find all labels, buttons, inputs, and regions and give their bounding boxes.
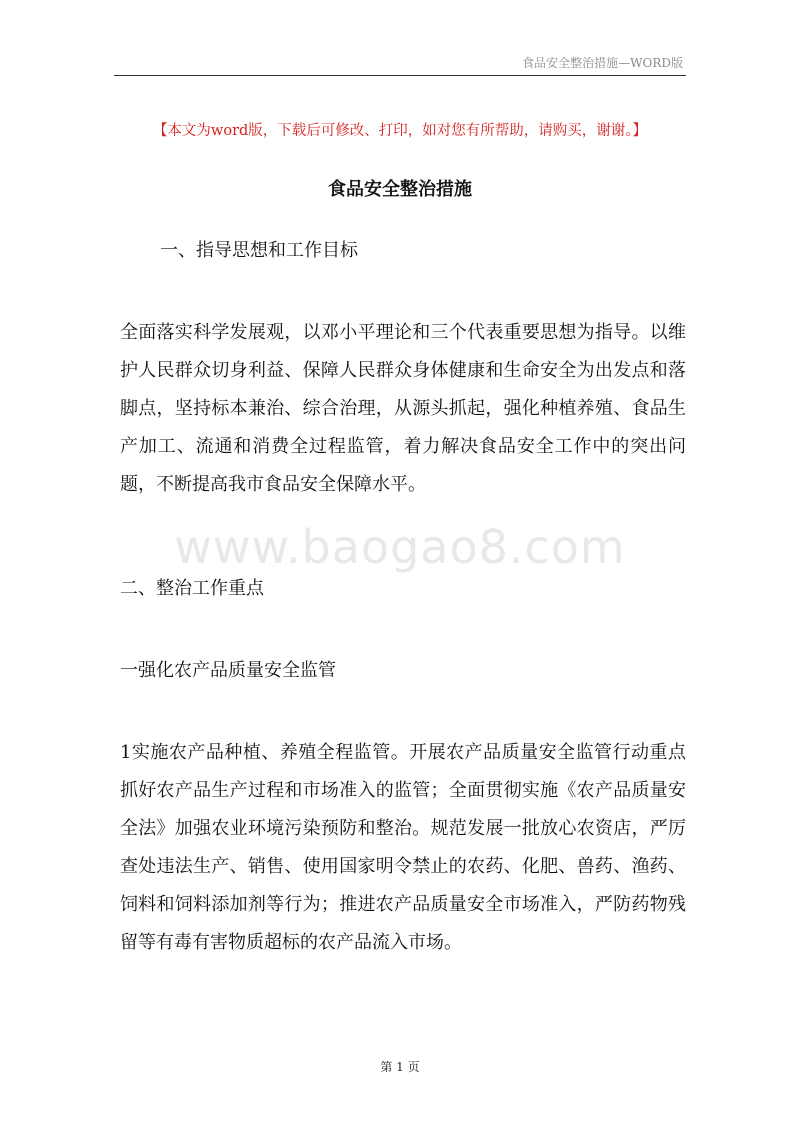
section-paragraph-guiding-principles: 全面落实科学发展观，以邓小平理论和三个代表重要思想为指导。以维护人民群众切身利益、保障人民群众身体健康和生命安全为出发点和落脚点，坚持标本兼治、综合治理，从源头抓起，强化种植养殖、食品生产加工、流通和消费全过程监管，着力解决食品安全工作中的突出问题，不断提高我市食品安全保障水平。 (120, 322, 686, 495)
section-heading-key-work: 二、整治工作重点 (120, 578, 264, 599)
header-divider (114, 75, 686, 76)
watermark-text: www.baogao8.com (174, 520, 626, 574)
running-header: 食品安全整治措施—WORD版 (522, 56, 683, 70)
document-title: 食品安全整治措施 (328, 179, 472, 200)
page-number: 第 1 页 (380, 1060, 420, 1074)
purchase-notice: 【本文为word版，下载后可修改、打印，如对您有所帮助，请购买，谢谢。】 (152, 123, 648, 139)
subsection-paragraph-agri-products: 1实施农产品种植、养殖全程监管。开展农产品质量安全监管行动重点抓好农产品生产过程和市场准入的监管；全面贯彻实施《农产品质量安全法》加强农业环境污染预防和整治。规范发展一批放心农资店，严厉查处违法生产、销售、使用国家明令禁止的农药、化肥、兽药、渔药、饲料和饲料添加剂等行为；推进农产品质量安全市场准入，严防药物残留等有毒有害物质超标的农产品流入市场。 (120, 742, 686, 953)
section-heading-guiding-principles: 一、指导思想和工作目标 (160, 240, 358, 261)
subsection-heading-agri-products: 一强化农产品质量安全监管 (120, 660, 336, 681)
